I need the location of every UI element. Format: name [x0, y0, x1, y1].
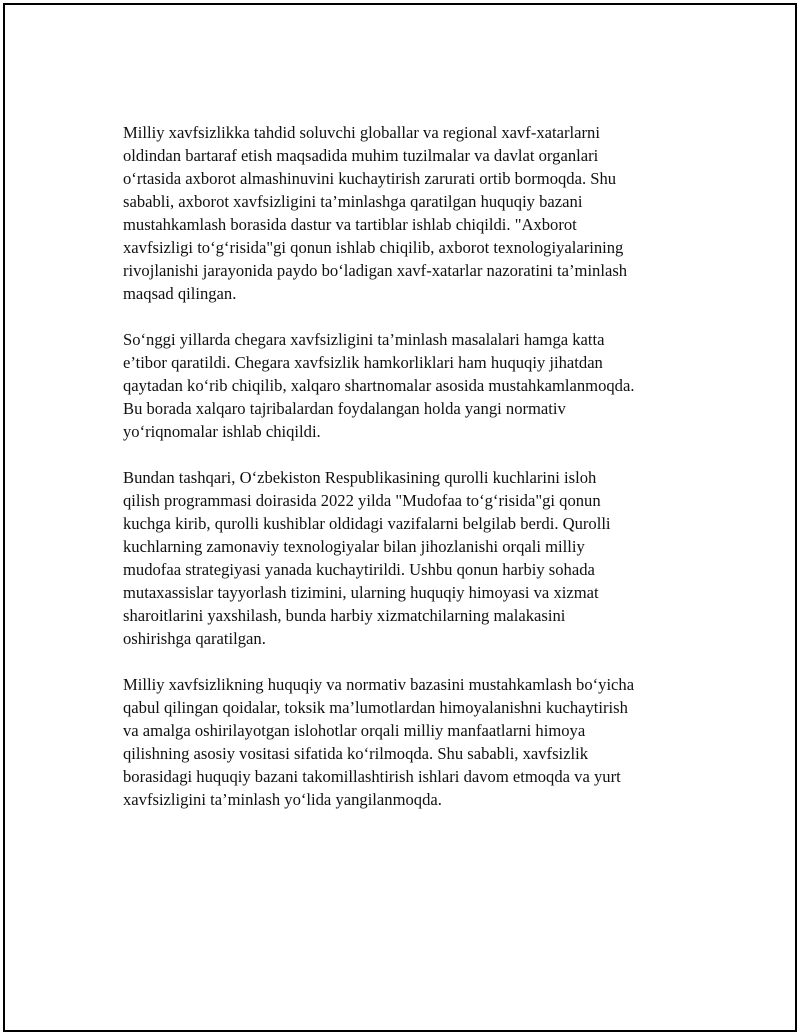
text-line: va amalga oshirilayotgan islohotlar orqali milliy manfaatlarni himoya [123, 721, 586, 740]
text-line: mudofaa strategiyasi yanada kuchaytirildi. Ushbu qonun harbiy sohada [123, 560, 595, 579]
text-line: sababli, axborot xavfsizligini ta’minlashga qaratilgan huquqiy bazani [123, 192, 583, 211]
text-line: sharoitlarini yaxshilash, bunda harbiy xizmatchilarning malakasini [123, 606, 566, 625]
text-line: e’tibor qaratildi. Chegara xavfsizlik hamkorliklari ham huquqiy jihatdan [123, 353, 603, 372]
paragraph-3 [123, 466, 703, 650]
text-line: Milliy xavfsizlikka tahdid soluvchi globallar va regional xavf-xatarlarni [123, 123, 600, 142]
text-line: kuchlarning zamonaviy texnologiyalar bilan jihozlanishi orqali milliy [123, 537, 585, 556]
text-line: qilishning asosiy vositasi sifatida ko‘rilmoqda. Shu sababli, xavfsizlik [123, 744, 589, 763]
paragraph-4 [123, 673, 703, 811]
text-line: qaytadan ko‘rib chiqilib, xalqaro shartnomalar asosida mustahkamlanmoqda. [123, 376, 635, 395]
text-line: Bundan tashqari, O‘zbekiston Respublikasining qurolli kuchlarini isloh [123, 468, 597, 487]
text-line: oshirishga qaratilgan. [123, 629, 266, 648]
text-line: qilish programmasi doirasida 2022 yilda "Mudofaa to‘g‘risida"gi qonun [123, 491, 601, 510]
text-line: oldindan bartaraf etish maqsadida muhim tuzilmalar va davlat organlari [123, 146, 599, 165]
text-line: maqsad qilingan. [123, 284, 237, 303]
text-line: rivojlanishi jarayonida paydo bo‘ladigan xavf-xatarlar nazoratini ta’minlash [123, 261, 628, 280]
text-line: kuchga kirib, qurolli kushiblar oldidagi vazifalarni belgilab berdi. Qurolli [123, 514, 611, 533]
text-line: mustahkamlash borasida dastur va tartiblar ishlab chiqildi. "Axborot [123, 215, 577, 234]
text-line: o‘rtasida axborot almashinuvini kuchaytirish zarurati ortib bormoqda. Shu [123, 169, 617, 188]
text-line: qabul qilingan qoidalar, toksik ma’lumotlardan himoyalanishni kuchaytirish [123, 698, 628, 717]
paragraph-2 [123, 328, 703, 443]
paragraph-1 [123, 121, 703, 305]
text-line: yo‘riqnomalar ishlab chiqildi. [123, 422, 321, 441]
document-body [123, 121, 703, 834]
text-line: mutaxassislar tayyorlash tizimini, ularning huquqiy himoyasi va xizmat [123, 583, 599, 602]
text-line: Bu borada xalqaro tajribalardan foydalangan holda yangi normativ [123, 399, 566, 418]
page-frame [3, 3, 797, 1032]
text-line: borasidagi huquqiy bazani takomillashtirish ishlari davom etmoqda va yurt [123, 767, 621, 786]
text-line: Milliy xavfsizlikning huquqiy va normativ bazasini mustahkamlash bo‘yicha [123, 675, 635, 694]
text-line: xavfsizligi to‘g‘risida"gi qonun ishlab chiqilib, axborot texnologiyalarining [123, 238, 624, 257]
text-line: So‘nggi yillarda chegara xavfsizligini ta’minlash masalalari hamga katta [123, 330, 605, 349]
text-line: xavfsizligini ta’minlash yo‘lida yangilanmoqda. [123, 790, 442, 809]
